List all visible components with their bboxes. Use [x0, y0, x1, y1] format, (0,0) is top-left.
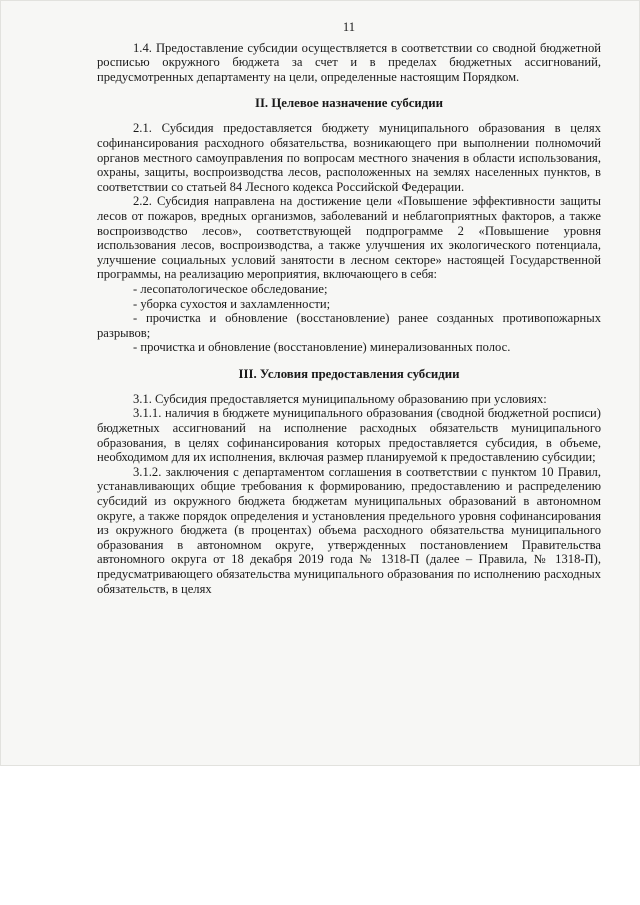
- section-heading-3: III. Условия предоставления субсидии: [238, 366, 460, 381]
- list-item: - прочистка и обновление (восстановление) минерализованных полос.: [133, 340, 511, 355]
- list-item: - уборка сухостоя и захламленности;: [133, 296, 331, 311]
- paragraph-3-1-1: 3.1.1. наличия в бюджете муниципального образования (сводной бюджетной росписи) бюджетных ассигнований на исполнение расходных обязательств муниципального образования, в целях софинансирования которых предоставляется субсидия, в объеме, необходимом для их исполнения, включая размер планируемой к предоставлению субсидии;: [97, 406, 601, 465]
- paragraph-2-1: 2.1. Субсидия предоставляется бюджету муниципального образования в целях софинансирования расходного обязательства, возникающего при выполнении полномочий органов местного самоуправления по вопросам местного значения в области использования, охраны, защиты, воспроизводства лесов, расположенных на землях населенных пунктов, в соответствии со статьей 84 Лесного кодекса Российской Федерации.: [97, 121, 601, 194]
- list-item: - лесопатологическое обследование;: [133, 281, 328, 296]
- document-text: [97, 20, 601, 596]
- paragraph-2-2: 2.2. Субсидия направлена на достижение цели «Повышение эффективности защиты лесов от пожаров, вредных организмов, заболеваний и неблагоприятных факторов, а также воспроизводство лесов», соответствующей подпрограмме 2 «Повышение уровня использования лесов, воспроизводства, а также улучшения их экологического потенциала, улучшение социальных условий занятости в лесном секторе» настоящей Государственной программы, на реализацию мероприятия, включающего в себя:: [97, 194, 601, 282]
- list-item: - прочистка и обновление (восстановление) ранее созданных противопожарных разрывов;: [97, 311, 601, 340]
- section-heading-2: II. Целевое назначение субсидии: [254, 96, 444, 111]
- paragraph-1-4: 1.4. Предоставление субсидии осуществляется в соответствии со сводной бюджетной росписью окружного бюджета за счет и в пределах бюджетных ассигнований, предусмотренных департаменту на цели, определенные настоящим Порядком.: [97, 40, 601, 84]
- paragraph-3-1-2: 3.1.2. заключения с департаментом соглашения в соответствии с пунктом 10 Правил, устанавливающих общие требования к формированию, предоставлению и распределению субсидий из окружного бюджета бюджетам муниципальных образований в автономном округе, а также порядок определения и установления предельного уровня софинансирования из окружного бюджета (в процентах) объема расходного обязательства муниципального образования в автономном округе, утвержденных постановлением Правительства автономного округа от 18 декабря 2019 года № 1318-П (далее – Правила, № 1318-П), предусматривающего обязательства муниципального образования по исполнению расходных обязательств, в целях: [97, 464, 601, 596]
- paragraph-3-1: 3.1. Субсидия предоставляется муниципальному образованию при условиях:: [133, 391, 547, 406]
- page-number: 11: [342, 20, 356, 34]
